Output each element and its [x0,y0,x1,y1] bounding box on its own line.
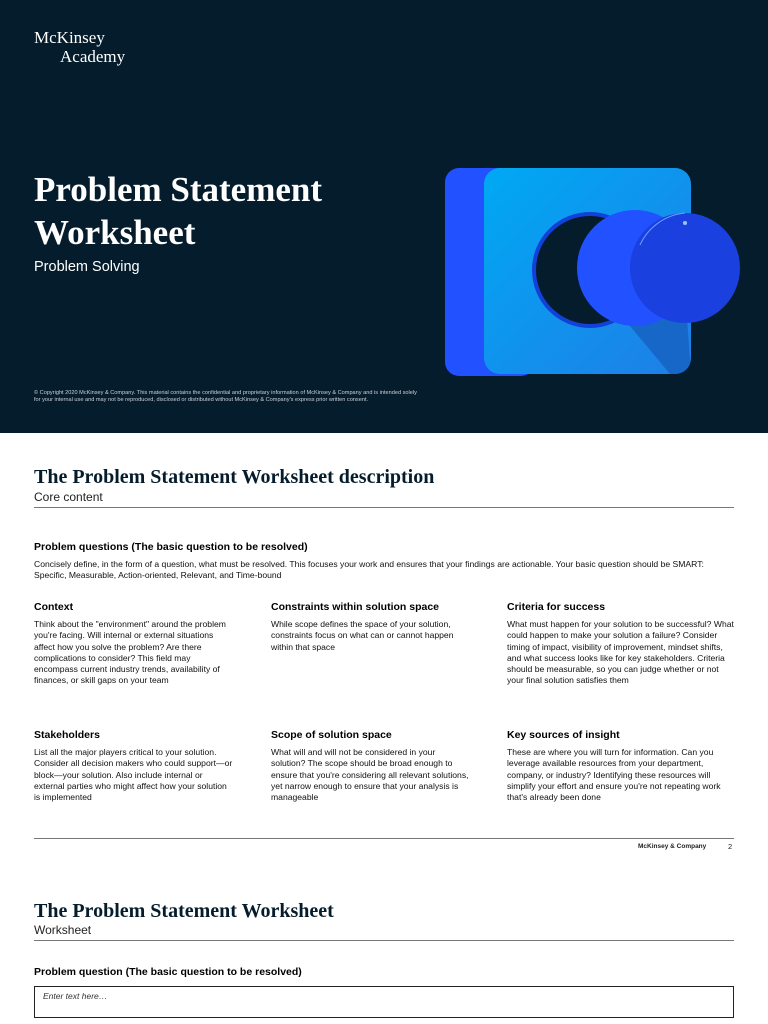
scope-body: What will and will not be considered in your solution? The scope should be broad enough to ensure that you're considering all relevant solutions, yet narrow enough to ensure that your analysis is manageable [271,747,469,803]
worksheet-title: The Problem Statement Worksheet [34,900,334,922]
footer-brand: McKinsey & Company [638,843,707,850]
footer-divider [34,838,734,839]
context-heading: Context [34,601,74,613]
problem-question-input[interactable]: Enter text here… [34,986,734,1018]
copyright-notice: © Copyright 2020 McKinsey & Company. This material contains the confidential and proprietary information of McKinsey & Company and is intended solely for your internal use and may not be reproduced, disclosed or distributed without McKinsey & Company's express prior written consent. [34,390,417,404]
abstract-shapes-illustration [440,160,750,390]
divider [34,507,734,508]
logo-line-1: McKinsey [34,28,105,47]
mckinsey-academy-logo [34,28,125,66]
worksheet-subtitle: Worksheet [34,923,92,937]
description-subtitle: Core content [34,490,103,504]
scope-heading: Scope of solution space [271,729,392,741]
problem-questions-body: Concisely define, in the form of a question, what must be resolved. This focuses your work and ensures that your findings are actionable. Your basic question should be SMART: Specific, Measurable, Action-oriented, Relevant, and Time-bound [34,559,704,581]
criteria-body: What must happen for your solution to be successful? What could happen to make your solution a failure? Consider timing of impact, visibility of improvement, mindset shifts, and what success looks like for key stakeholders. Criteria should be measurable, so you can judge whether or not your final solution satisfies them [507,619,734,686]
context-body: Think about the "environment" around the problem you're facing. Will internal or external situations affect how you solve the problem? Are there complications to consider? This field may encompass current industry trends, availability of finances, or skill gaps on your team [34,619,226,686]
worksheet-divider [34,940,734,941]
stakeholders-heading: Stakeholders [34,729,100,741]
cover-page [0,0,768,433]
page-number: 2 [728,842,733,851]
cover-title: Problem Statement Worksheet [34,170,323,252]
description-title: The Problem Statement Worksheet description [34,466,435,488]
key-sources-heading: Key sources of insight [507,729,620,741]
constraints-heading: Constraints within solution space [271,601,440,613]
key-sources-body: These are where you will turn for information. Can you leverage available resources from your department, company, or industry? Identifying these resources will simplify your effort and ensure you're not repeating work that's already been done [507,747,721,803]
logo-line-2: Academy [60,47,126,66]
stakeholders-body: List all the major players critical to your solution. Consider all decision makers who could support—or block—your solution. Also include internal or external parties who might affect how your solution is implemented [34,747,233,803]
cover-subtitle: Problem Solving [34,259,140,275]
problem-question-label: Problem question (The basic question to be resolved) [34,966,302,978]
constraints-body: While scope defines the space of your solution, constraints focus on what can or cannot happen within that space [271,619,454,652]
criteria-heading: Criteria for success [507,601,606,613]
problem-questions-heading: Problem questions (The basic question to be resolved) [34,541,308,553]
